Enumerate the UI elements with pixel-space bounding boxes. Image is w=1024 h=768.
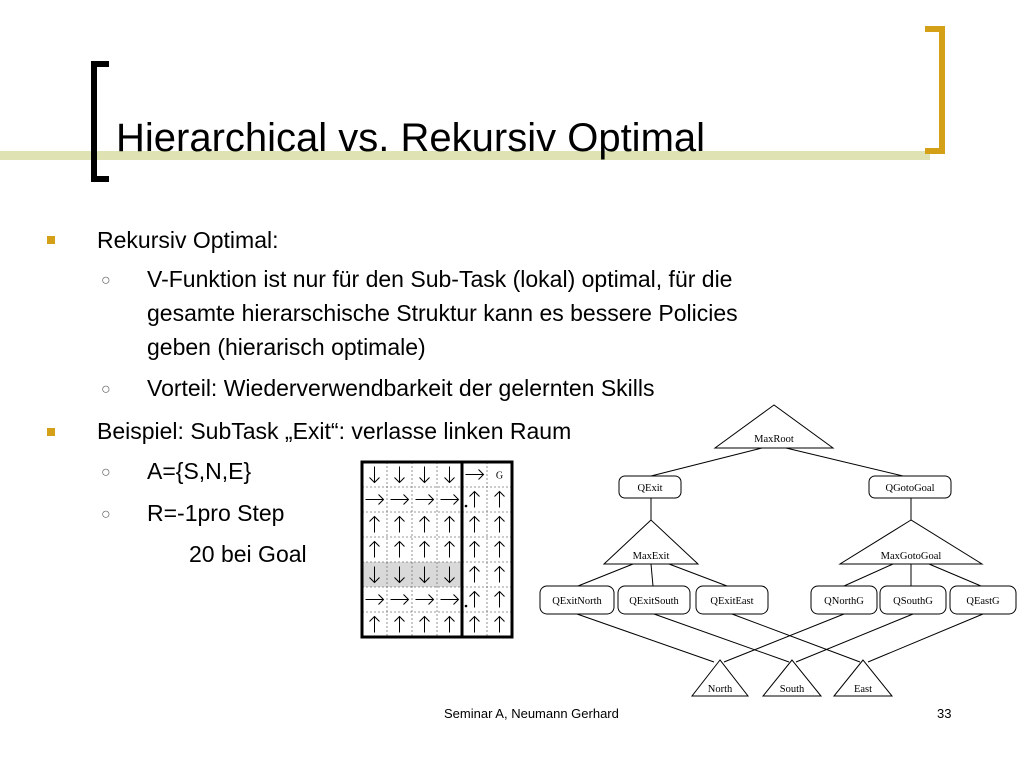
policy-arrow-up: [370, 517, 380, 533]
qnorthg-label: QNorthG: [824, 596, 864, 607]
qexiteast-label: QExitEast: [710, 596, 754, 607]
qsouthg-label: QSouthG: [893, 596, 933, 607]
qeastg-label: QEastG: [966, 596, 1000, 607]
south-label: South: [779, 684, 805, 695]
policy-arrow-up: [395, 517, 405, 533]
footer-text: Seminar A, Neumann Gerhard: [444, 706, 619, 721]
sub-bullet-text: V-Funktion ist nur für den Sub-Task (lokal) optimal, für die: [147, 266, 733, 292]
policy-arrow-up: [420, 542, 430, 558]
policy-arrow-down: [445, 467, 455, 483]
policy-arrow-right: [391, 595, 409, 605]
policy-arrow-up: [445, 617, 455, 633]
sub-bullet-text: Vorteil: Wiederverwendbarkeit der gelernten Skills: [147, 375, 655, 401]
policy-arrow-up: [495, 567, 505, 583]
maxroot-label: MaxRoot: [754, 434, 794, 445]
policy-arrow-right: [441, 495, 459, 505]
policy-arrow-up: [470, 567, 480, 583]
policy-arrow-down: [395, 467, 405, 483]
maxgotogoal-label: MaxGotoGoal: [880, 551, 942, 562]
policy-arrow-up: [445, 542, 455, 558]
policy-arrow-up: [395, 542, 405, 558]
policy-arrow-right: [366, 495, 384, 505]
policy-arrow-right: [441, 595, 459, 605]
bullet-text: Beispiel: SubTask „Exit“: verlasse linken Raum: [97, 418, 572, 444]
policy-arrow-up: [495, 542, 505, 558]
policy-arrow-up: [495, 517, 505, 533]
policy-arrow-down: [370, 467, 380, 483]
policy-arrow-right: [366, 595, 384, 605]
gridworld-figure: [360, 460, 520, 640]
qexit-label: QExit: [637, 483, 663, 494]
policy-arrow-up: [395, 617, 405, 633]
bullet-square-icon: [47, 428, 55, 436]
policy-arrow-up: [370, 542, 380, 558]
sub-bullet-text-cont: gesamte hierarschische Struktur kann es bessere Policies: [147, 300, 738, 326]
right-bracket-decoration: [925, 26, 945, 154]
policy-arrow-up: [470, 492, 480, 508]
sub-bullet-text: R=-1pro Step: [147, 500, 285, 526]
policy-arrow-right: [416, 595, 434, 605]
policy-arrow-up: [370, 617, 380, 633]
maxq-hierarchy-diagram: [530, 398, 1024, 700]
sub-bullet-text-cont: geben (hierarisch optimale): [147, 334, 426, 360]
maxexit-label: MaxExit: [632, 551, 670, 562]
policy-arrow-right: [466, 470, 484, 480]
bullet-circle-icon: ○: [101, 464, 111, 481]
policy-arrow-up: [470, 542, 480, 558]
bullet-circle-icon: ○: [101, 381, 111, 398]
policy-arrow-up: [470, 592, 480, 608]
qexitsouth-label: QExitSouth: [629, 596, 679, 607]
marker-dot: [465, 605, 468, 608]
policy-arrow-up: [495, 492, 505, 508]
east-label: East: [853, 684, 873, 695]
policy-arrow-up: [420, 617, 430, 633]
policy-arrow-up: [420, 517, 430, 533]
qexitnorth-label: QExitNorth: [552, 596, 602, 607]
bullet-circle-icon: ○: [101, 506, 111, 523]
sub-bullet-text: A={S,N,E}: [147, 458, 252, 484]
policy-arrow-up: [445, 517, 455, 533]
bullet-square-icon: [47, 236, 55, 244]
policy-arrow-up: [495, 617, 505, 633]
policy-arrow-down: [420, 467, 430, 483]
bullet-text: Rekursiv Optimal:: [97, 227, 279, 253]
policy-arrow-right: [416, 495, 434, 505]
policy-arrow-up: [495, 592, 505, 608]
policy-arrow-up: [470, 617, 480, 633]
page-number: 33: [937, 706, 952, 721]
north-label: North: [707, 684, 733, 695]
policy-arrow-up: [470, 517, 480, 533]
qgotogoal-label: QGotoGoal: [885, 483, 935, 494]
sub-bullet-text-cont: 20 bei Goal: [189, 541, 307, 567]
marker-dot: [465, 505, 468, 508]
left-bracket-decoration: [91, 61, 109, 182]
policy-arrow-right: [391, 495, 409, 505]
bullet-circle-icon: ○: [101, 272, 111, 289]
goal-label: G: [495, 470, 504, 482]
slide-title: Hierarchical vs. Rekursiv Optimal: [116, 116, 706, 160]
